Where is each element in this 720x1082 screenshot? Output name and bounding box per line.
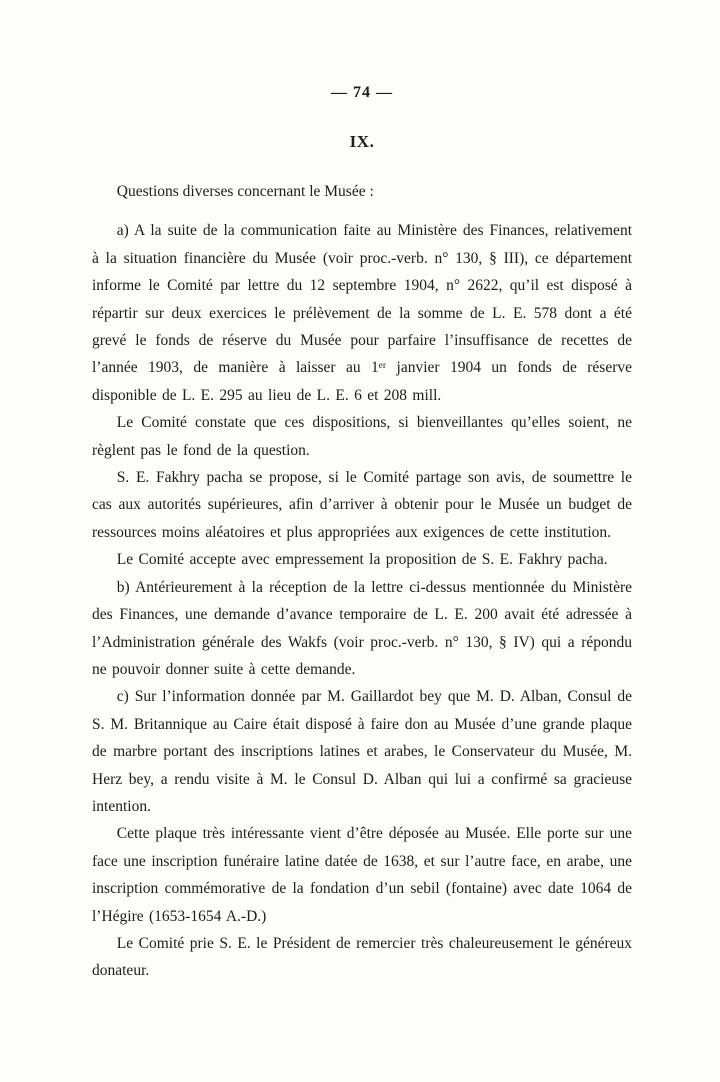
paragraph-c: c) Sur l’information donnée par M. Gaillardot bey que M. D. Alban, Consul de S. M. Britannique au Caire était disposé à faire don au Musée d’une grande plaque de marbre portant des inscriptions latines et arabes, le Conservateur du Musée, M. Herz bey, a rendu visite à M. le Consul D. Alban qui lui a confirmé sa gracieuse intention. xyxy=(92,688,632,815)
section-heading: IX. xyxy=(349,132,375,151)
paragraph-b: b) Antérieurement à la réception de la lettre ci-dessus mentionnée du Ministère des Finances, une demande d’avance temporaire de L. E. 200 avait été adressée à l’Administration générale des Wakfs (voir proc.-verb. n° 130, § IV) qui a répondu ne pouvoir donner suite à cette demande. xyxy=(92,578,632,678)
paragraph-a: a) A la suite de la communication faite au Ministère des Finances, relativement à la situation financière du Musée (voir proc.-verb. n° 130, § III), ce département informe le Comité par lettre du 12 septembre 1904, n° 2622, qu’il est disposé à répartir sur deux exercices le prélèvement de la somme de L. E. 578 dont a été grevé le fonds de réserve du Musée pour parfaire l’insuffisance de recettes de l’année 1903, de manière à laisser au 1ᵉʳ janvier 1904 un fonds de réserve disponible de L. E. 295 au lieu de L. E. 6 et 208 mill. xyxy=(92,222,632,404)
paragraph-remerciement: Le Comité prie S. E. le Président de remercier très chaleureusement le généreux donateur. xyxy=(92,934,632,980)
intro-line: Questions diverses concernant le Musée : xyxy=(116,183,374,200)
paragraph-plaque: Cette plaque très intéressante vient d’être déposée au Musée. Elle porte sur une face une inscription funéraire latine datée de 1638, et sur l’autre face, en arabe, une inscription commémorative de la fondation d’un sebil (fontaine) avec date 1064 de l’Hégire (1653-1654 A.-D.) xyxy=(92,825,632,925)
page-number: — 74 — xyxy=(331,84,393,101)
paragraph-comite-accepte: Le Comité accepte avec empressement la proposition de S. E. Fakhry pacha. xyxy=(116,551,608,569)
paragraph-comite-constate: Le Comité constate que ces dispositions, si bienveillantes qu’elles soient, ne règlent pas le fond de la question. xyxy=(92,414,632,459)
paragraph-fakhry-propose: S. E. Fakhry pacha se propose, si le Comité partage son avis, de soumettre le cas aux autorités supérieures, afin d’arriver à obtenir pour le Musée un budget de ressources moins aléatoires et plus appropriées aux exigences de cette institution. xyxy=(92,469,632,541)
